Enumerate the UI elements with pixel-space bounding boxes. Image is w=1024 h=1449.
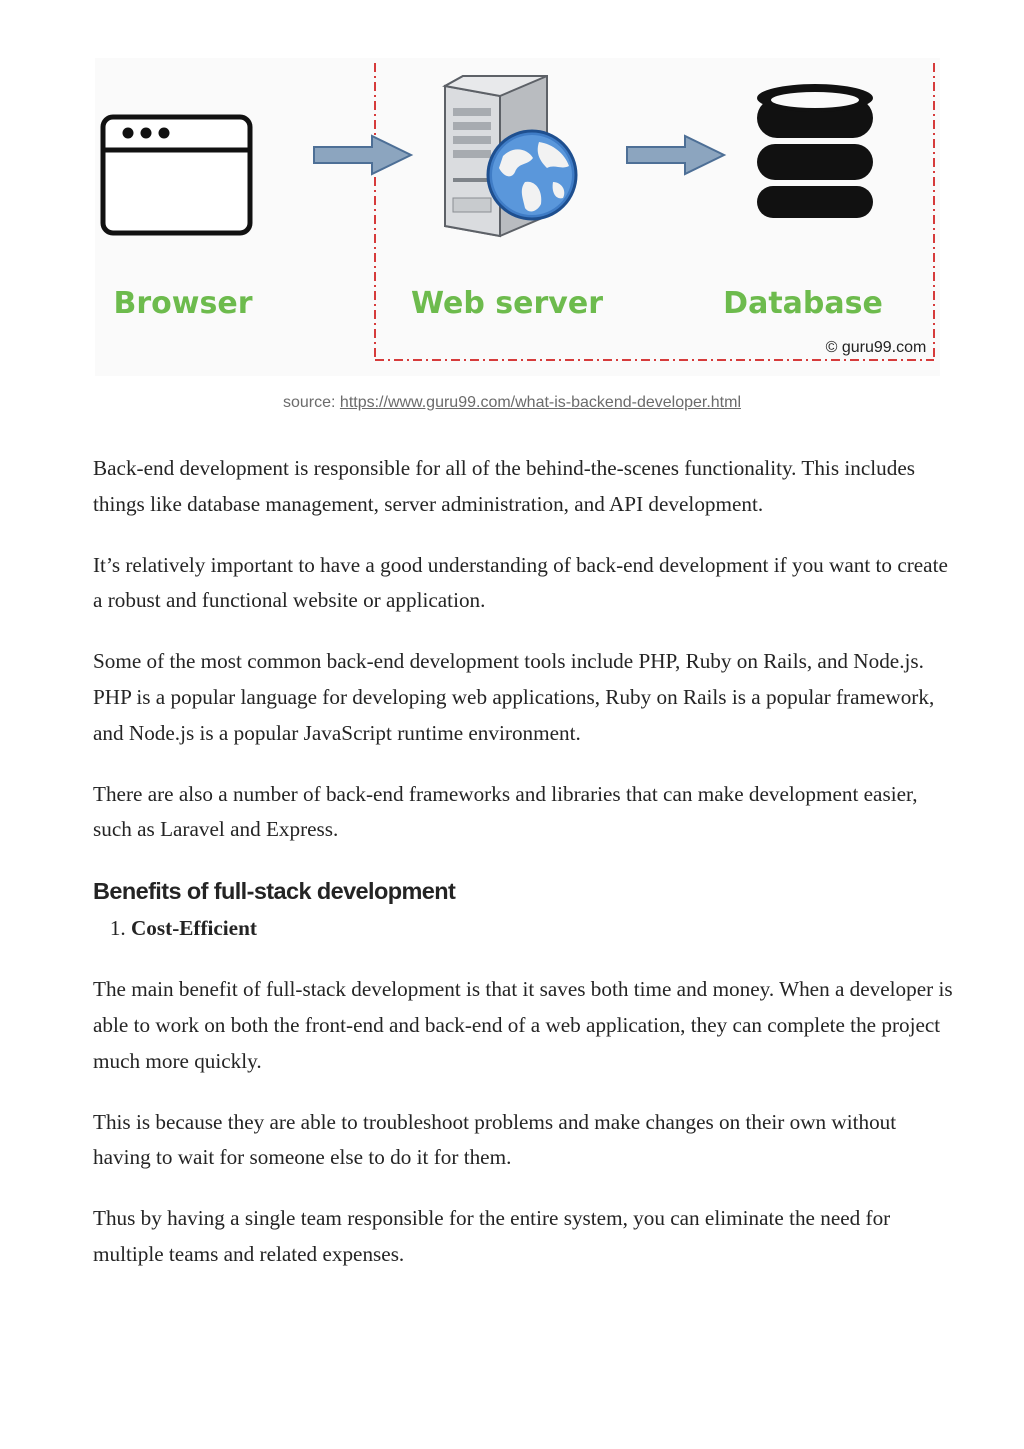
benefits-list [93, 909, 953, 947]
browser-label: Browser [113, 286, 253, 321]
section-heading: Benefits of full-stack development [93, 878, 456, 905]
web-server-label: Web server [411, 286, 603, 321]
arrow-right-icon [627, 136, 724, 174]
paragraph-backend-tools: Some of the most common back-end development tools include PHP, Ruby on Rails, and Node.js. PHP is a popular language for developing web applications, Ruby on Rails is a popular framework, and Node.js is a popular JavaScript runtime environment. [93, 649, 935, 745]
figure-caption [0, 394, 1024, 412]
paragraph-backend-importance: It’s relatively important to have a good understanding of back-end development if you want to create a robust and functional website or application. [93, 552, 948, 613]
source-link[interactable]: https://www.guru99.com/what-is-backend-developer.html [339, 394, 741, 411]
browser-window-icon [103, 117, 250, 233]
caption-prefix: source: [283, 394, 340, 411]
article-body [93, 451, 953, 1298]
database-icon [757, 84, 873, 218]
paragraph-troubleshoot: This is because they are able to troubleshoot problems and make changes on their own without having to wait for someone else to do it for them. [93, 1109, 897, 1170]
paragraph-cost-benefit: The main benefit of full-stack development is that it saves both time and money. When a developer is able to work on both the front-end and back-end of a web application, they can complete the project much more quickly. [93, 977, 953, 1073]
globe-icon [488, 131, 576, 219]
paragraph-single-team: Thus by having a single team responsible for the entire system, you can eliminate the need for multiple teams and related expenses. [93, 1206, 891, 1266]
web-server-icon [445, 76, 576, 236]
database-label: Database [723, 286, 883, 321]
paragraph-backend-definition: Back-end development is responsible for all of the behind-the-scenes functionality. This includes things like database management, server administration, and API development. [93, 456, 915, 516]
list-item: 1. Cost-Efficient [131, 909, 953, 947]
paragraph-backend-frameworks: There are also a number of back-end frameworks and libraries that can make development easier, such as Laravel and Express. [93, 781, 918, 842]
guru99-watermark: © guru99.com [825, 339, 927, 356]
architecture-figure [95, 58, 940, 376]
arrow-right-icon [314, 136, 411, 174]
